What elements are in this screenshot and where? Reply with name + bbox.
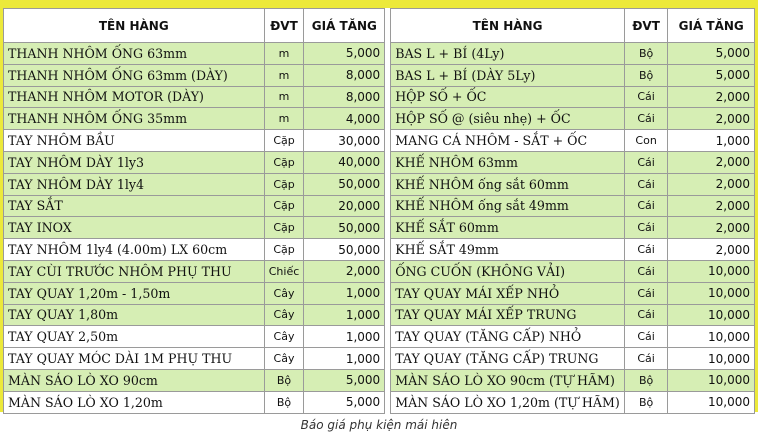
image-caption: Báo giá phụ kiện mái hiên [300,418,458,432]
left-item-price: 5,000 [304,391,385,413]
table-row [4,369,755,391]
left-item-price: 4,000 [304,108,385,130]
right-item-name: KHẾ NHÔM 63mm [391,151,625,173]
right-item-unit: Bộ [624,369,668,391]
left-item-name: TAY NHÔM 1ly4 (4.00m) LX 60cm [4,239,265,261]
left-item-unit: Cặp [264,130,304,152]
right-price-header: GIÁ TĂNG [668,9,755,43]
right-item-unit: Bộ [624,391,668,413]
left-item-unit: Chiếc [264,260,304,282]
left-item-unit: Cây [264,348,304,370]
right-item-unit: Cái [624,173,668,195]
left-item-unit: Cặp [264,195,304,217]
right-item-name: ỐNG CUỐN (KHÔNG VẢI) [391,260,625,282]
left-item-price: 50,000 [304,239,385,261]
right-item-name: TAY QUAY MÁI XẾP NHỎ [391,282,625,304]
left-item-price: 50,000 [304,173,385,195]
left-item-unit: Cặp [264,173,304,195]
left-item-name: MÀN SÁO LÒ XO 1,20m [4,391,265,413]
right-item-name: KHẾ SẮT 60mm [391,217,625,239]
left-item-unit: Cặp [264,239,304,261]
table-row [4,130,755,152]
right-item-unit: Cái [624,326,668,348]
table-row [4,151,755,173]
right-item-name: KHẾ NHÔM ống sắt 60mm [391,173,625,195]
left-item-price: 8,000 [304,64,385,86]
right-item-name: TAY QUAY (TĂNG CẤP) TRUNG [391,348,625,370]
left-item-unit: m [264,86,304,108]
right-item-unit: Cái [624,239,668,261]
right-item-unit: Cái [624,195,668,217]
left-item-unit: m [264,43,304,65]
left-item-name: TAY QUAY 1,20m - 1,50m [4,282,265,304]
left-item-price: 30,000 [304,130,385,152]
left-item-price: 20,000 [304,195,385,217]
left-item-unit: Cặp [264,151,304,173]
right-item-price: 10,000 [668,348,755,370]
right-item-unit: Cái [624,86,668,108]
table-row [4,195,755,217]
left-item-name: TAY SẮT [4,195,265,217]
left-item-unit: m [264,64,304,86]
right-item-price: 1,000 [668,130,755,152]
price-table-body [4,43,755,414]
left-item-name: THANH NHÔM ỐNG 63mm [4,43,265,65]
table-row [4,64,755,86]
right-item-name: KHẾ NHÔM ống sắt 49mm [391,195,625,217]
table-row [4,86,755,108]
right-item-name: KHẾ SẮT 49mm [391,239,625,261]
right-item-price: 10,000 [668,326,755,348]
left-item-price: 1,000 [304,348,385,370]
table-row [4,391,755,413]
left-item-name: TAY NHÔM BẦU [4,130,265,152]
left-item-name: THANH NHÔM MOTOR (DÀY) [4,86,265,108]
price-sheet [3,8,755,410]
left-item-price: 1,000 [304,282,385,304]
right-item-price: 2,000 [668,239,755,261]
left-item-price: 1,000 [304,326,385,348]
right-item-unit: Bộ [624,43,668,65]
table-row [4,326,755,348]
right-item-unit: Cái [624,108,668,130]
right-item-name: TAY QUAY (TĂNG CẤP) NHỎ [391,326,625,348]
right-item-price: 5,000 [668,64,755,86]
table-row [4,173,755,195]
right-item-price: 10,000 [668,369,755,391]
left-item-name: TAY NHÔM DÀY 1ly3 [4,151,265,173]
right-item-name: TAY QUAY MÁI XẾP TRUNG [391,304,625,326]
table-row [4,108,755,130]
right-item-price: 10,000 [668,304,755,326]
right-item-unit: Con [624,130,668,152]
left-item-price: 5,000 [304,369,385,391]
right-item-price: 2,000 [668,217,755,239]
right-item-price: 10,000 [668,391,755,413]
right-item-unit: Bộ [624,64,668,86]
left-item-unit: Cây [264,282,304,304]
left-item-unit: Bộ [264,391,304,413]
left-item-price: 5,000 [304,43,385,65]
left-unit-header: ĐVT [264,9,304,43]
left-item-name: TAY CÙI TRƯỚC NHÔM PHỤ THU [4,260,265,282]
left-item-name: TAY NHÔM DÀY 1ly4 [4,173,265,195]
right-item-price: 10,000 [668,260,755,282]
table-row [4,304,755,326]
right-item-price: 2,000 [668,173,755,195]
right-item-price: 2,000 [668,108,755,130]
right-item-name: HỘP SỐ + ỐC [391,86,625,108]
right-item-unit: Cái [624,304,668,326]
right-item-unit: Cái [624,217,668,239]
header-row [4,9,755,43]
right-item-name: HỘP SỐ @ (siêu nhẹ) + ỐC [391,108,625,130]
right-item-unit: Cái [624,151,668,173]
left-item-name: TAY QUAY 1,80m [4,304,265,326]
left-item-name: TAY QUAY MÓC DÀI 1M PHỤ THU [4,348,265,370]
left-item-unit: Cây [264,304,304,326]
left-item-unit: Cây [264,326,304,348]
right-item-price: 5,000 [668,43,755,65]
right-item-name: MÀN SÁO LÒ XO 1,20m (TỰ HÃM) [391,391,625,413]
left-item-name: MÀN SÁO LÒ XO 90cm [4,369,265,391]
left-item-unit: Bộ [264,369,304,391]
right-item-name: MÀN SÁO LÒ XO 90cm (TỰ HÃM) [391,369,625,391]
right-name-header: TÊN HÀNG [391,9,625,43]
left-item-unit: m [264,108,304,130]
right-item-unit: Cái [624,282,668,304]
right-item-name: MANG CÁ NHÔM - SẮT + ỐC [391,130,625,152]
left-name-header: TÊN HÀNG [4,9,265,43]
left-price-header: GIÁ TĂNG [304,9,385,43]
right-item-name: BAS L + BÍ (DÀY 5Ly) [391,64,625,86]
right-item-price: 2,000 [668,195,755,217]
right-item-price: 10,000 [668,282,755,304]
right-item-unit: Cái [624,348,668,370]
right-item-price: 2,000 [668,151,755,173]
left-item-price: 8,000 [304,86,385,108]
left-item-price: 40,000 [304,151,385,173]
left-item-name: THANH NHÔM ỐNG 63mm (DÀY) [4,64,265,86]
left-item-price: 2,000 [304,260,385,282]
left-item-name: TAY QUAY 2,50m [4,326,265,348]
right-item-price: 2,000 [668,86,755,108]
table-row [4,43,755,65]
right-item-unit: Cái [624,260,668,282]
table-row [4,217,755,239]
left-item-price: 1,000 [304,304,385,326]
table-row [4,282,755,304]
table-row [4,260,755,282]
left-item-unit: Cặp [264,217,304,239]
left-item-price: 50,000 [304,217,385,239]
left-item-name: THANH NHÔM ỐNG 35mm [4,108,265,130]
right-item-name: BAS L + BÍ (4Ly) [391,43,625,65]
right-unit-header: ĐVT [624,9,668,43]
price-table [3,8,755,414]
table-row [4,239,755,261]
left-item-name: TAY INOX [4,217,265,239]
table-row [4,348,755,370]
